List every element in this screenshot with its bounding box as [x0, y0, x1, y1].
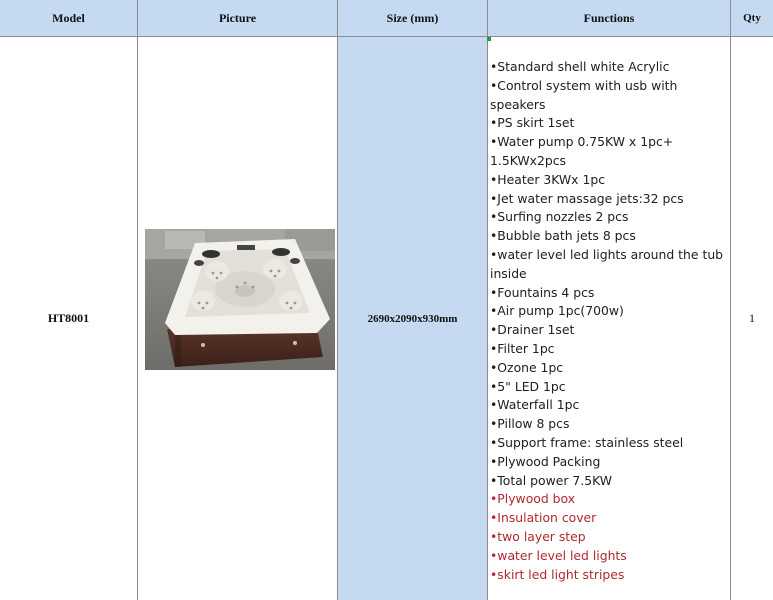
function-item: •Support frame: stainless steel [490, 434, 684, 450]
function-item: •Ozone 1pc [490, 359, 564, 375]
function-item: •two layer step [490, 528, 586, 544]
hot-tub-photo-icon [145, 229, 335, 370]
header-size: Size (mm) [338, 0, 488, 37]
function-item: •Plywood box [490, 491, 576, 507]
function-item: •Waterfall 1pc [490, 397, 580, 413]
function-item: •Filter 1pc [490, 340, 555, 356]
function-item: •Fountains 4 pcs [490, 284, 595, 300]
function-item: •Total power 7.5KW [490, 472, 613, 488]
header-model: Model [0, 0, 138, 37]
cell-model [0, 37, 138, 600]
function-item: •water level led lights [490, 547, 627, 563]
model-value: HT8001 [47, 311, 90, 325]
cell-size [338, 37, 488, 600]
function-item: •Plywood Packing [490, 453, 601, 469]
header-functions: Functions [488, 0, 731, 37]
cell-functions [488, 37, 731, 600]
function-item: •Surfing nozzles 2 pcs [490, 209, 629, 225]
function-item: •Air pump 1pc(700w) [490, 303, 624, 319]
function-item: •water level led lights around the tub inside [490, 246, 724, 281]
function-item: •Insulation cover [490, 510, 597, 526]
qty-value: 1 [749, 311, 755, 325]
function-item: •Pillow 8 pcs [490, 416, 570, 432]
cell-selection-marker [487, 37, 491, 41]
function-item: •skirt led light stripes [490, 566, 625, 582]
functions-list [488, 37, 730, 584]
function-item: •Jet water massage jets:32 pcs [490, 190, 684, 206]
function-item: •Bubble bath jets 8 pcs [490, 228, 636, 244]
function-item: •Heater 3KWx 1pc [490, 171, 606, 187]
header-qty: Qty [731, 0, 773, 37]
function-item: •5" LED 1pc [490, 378, 566, 394]
function-item: •Water pump 0.75KW x 1pc+ 1.5KWx2pcs [490, 134, 674, 168]
cell-qty [731, 37, 773, 600]
function-item: •Control system with usb with speakers [490, 77, 678, 112]
header-picture: Picture [138, 0, 338, 37]
function-item: •Standard shell white Acrylic [490, 59, 670, 74]
size-value: 2690x2090x930mm [367, 312, 458, 325]
function-item: •PS skirt 1set [490, 115, 575, 131]
function-item: •Drainer 1set [490, 322, 575, 338]
